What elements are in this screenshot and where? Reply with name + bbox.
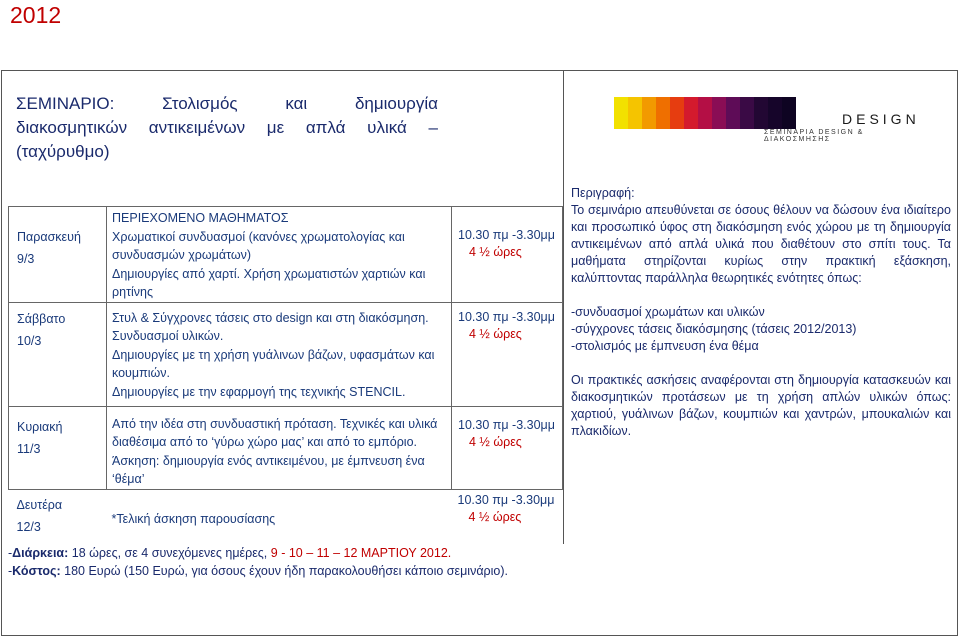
schedule-day — [9, 406, 107, 489]
title-word: απλά — [305, 118, 346, 137]
seminar-title — [16, 92, 438, 164]
duration: 4 ½ ώρες — [469, 434, 522, 449]
duration: 4 ½ ώρες — [469, 326, 522, 341]
title-word: Στολισμός — [162, 94, 238, 113]
title-word: – — [428, 118, 438, 137]
title-word: αντικειμένων — [148, 118, 246, 137]
duration: 4 ½ ώρες — [468, 509, 522, 524]
schedule-time — [452, 406, 563, 489]
duration-prefix: - — [8, 546, 13, 560]
day-date: 10/3 — [17, 333, 42, 348]
cost-text: 180 Ευρώ (150 Ευρώ, για όσους έχουν ήδη παρακολουθήσει κάποιο σεμινάριο). — [60, 563, 509, 578]
logo-color-swatch — [712, 97, 726, 129]
logo-color-swatch — [628, 97, 642, 129]
time-range: 10.30 πμ -3.30μμ — [458, 417, 555, 432]
cost-prefix: - — [8, 563, 13, 578]
content-line: Δημιουργίες με τη χρήση γυάλινων βάζων, υφασμάτων και κουμπιών. — [112, 347, 435, 380]
day-name: Δευτέρα — [16, 497, 63, 512]
schedule-content — [107, 302, 452, 406]
schedule-day — [9, 302, 107, 406]
logo-color-swatch — [754, 97, 768, 129]
cost-line — [8, 563, 558, 581]
schedule-table — [8, 206, 563, 542]
year-heading: 2012 — [10, 2, 62, 28]
title-word: υλικά — [367, 118, 407, 137]
cost-label: Κόστος: — [12, 563, 61, 578]
day-name: Σάββατο — [17, 311, 66, 326]
title-line-1 — [16, 92, 438, 116]
title-word: διακοσμητικών — [16, 118, 128, 137]
description-closing: Οι πρακτικές ασκήσεις αναφέρονται στη δημιουργία κατασκευών και διακοσμητικών προτάσεων με τη χρήση απλών υλικών όπως: χαρτιού, γυάλινων βάζων, κουμπιών και χαντρών, μπουκαλιών και πλακιδίων. — [571, 373, 951, 438]
day-date: 9/3 — [17, 252, 35, 266]
day-name: Κυριακή — [17, 419, 63, 434]
schedule-time — [452, 489, 563, 542]
logo-subtitle: ΣΕΜΙΝΑΡΙΑ DESIGN & ΔΙΑΚΟΣΜΗΣΗΣ — [764, 129, 864, 143]
description-label: Περιγραφή: — [571, 186, 635, 200]
title-word: δημιουργία — [354, 94, 438, 113]
schedule-day — [9, 489, 107, 542]
in-design-logo — [614, 97, 920, 143]
title-word: με — [266, 118, 285, 137]
duration-text: 18 ώρες, σε 4 συνεχόμενες ημέρες, — [68, 546, 271, 560]
logo-color-swatch — [782, 97, 796, 129]
duration-line — [8, 545, 558, 563]
schedule-content — [107, 406, 452, 489]
logo-color-swatch — [684, 97, 698, 129]
duration-label: Διάρκεια: — [12, 546, 69, 560]
content-line: Στυλ & Σύγχρονες τάσεις στο design και στη διακόσμηση. — [112, 310, 429, 325]
schedule-row — [9, 489, 563, 542]
logo-color-swatch — [656, 97, 670, 129]
day-date: 11/3 — [17, 441, 41, 456]
day-name: Παρασκευή — [17, 230, 81, 244]
content-line: Από την ιδέα στη συνδυαστική πρόταση. Τεχνικές και υλικά διαθέσιμα από το ‘γύρω χώρο μας’ και από το εμπόριο. — [112, 416, 438, 449]
description-bullet: -συνδυασμοί χρωμάτων και υλικών — [571, 305, 765, 319]
content-line: ΠΕΡΙΕΧΟΜΕΝΟ ΜΑΘΗΜΑΤΟΣ — [112, 211, 289, 225]
duration: 4 ½ ώρες — [469, 245, 522, 259]
title-line-3: (ταχύρυθμο) — [16, 142, 110, 161]
time-range: 10.30 πμ -3.30μμ — [458, 309, 555, 324]
description-panel — [571, 185, 951, 440]
schedule-content — [107, 207, 452, 303]
footer-info — [8, 545, 558, 580]
logo-color-swatch — [670, 97, 684, 129]
day-date: 12/3 — [16, 519, 41, 534]
logo-word: in- — [796, 105, 820, 124]
description-intro: Το σεμινάριο απευθύνεται σε όσους θέλουν να δώσουν ένα ιδιαίτερο και προσωπικό ύφος στη διακόσμηση ενός χώρου με τη δημιουργία αντικειμένων από απλά υλικά που διαθέτουν στο σπίτι τους. Τα μαθήματα στηρίζονται κυρίως στην πρακτική εξάσκηση, καλύπτοντας παράλληλα θεωρητικές ενότητες όπως: — [571, 203, 951, 285]
schedule-row — [9, 302, 563, 406]
content-line: Χρωματικοί συνδυασμοί (κανόνες χρωματολογίας και συνδυασμών χρωμάτων) — [112, 229, 405, 262]
schedule-row — [9, 406, 563, 489]
title-word: ΣΕΜΙΝΑΡΙΟ: — [16, 94, 115, 113]
duration-dates: 9 - 10 – 11 – 12 ΜΑΡΤΙΟΥ 2012. — [270, 546, 452, 560]
content-line: Δημιουργίες από χαρτί. Χρήση χρωματιστών χαρτιών και ρητίνης — [112, 266, 426, 299]
content-line: Άσκηση: δημιουργία ενός αντικειμένου, με έμπνευση ένα ‘θέμα’ — [112, 453, 425, 486]
logo-color-swatch — [642, 97, 656, 129]
description-bullet: -στολισμός με έμπνευση ένα θέμα — [571, 339, 759, 353]
logo-color-swatch — [740, 97, 754, 129]
title-word: και — [285, 94, 308, 113]
logo-color-swatch — [768, 97, 782, 129]
schedule-time — [452, 207, 563, 303]
description-bullet: -σύγχρονες τάσεις διακόσμησης (τάσεις 2012/2013) — [571, 322, 857, 336]
content-line: Συνδυασμοί υλικών. — [112, 329, 224, 343]
content-line: *Τελική άσκηση παρουσίασης — [111, 511, 276, 526]
content-line: Δημιουργίες με την εφαρμογή της τεχνικής STENCIL. — [112, 384, 406, 399]
logo-color-swatch — [726, 97, 740, 129]
time-range: 10.30 πμ -3.30μμ — [457, 492, 555, 507]
schedule-day — [9, 207, 107, 303]
logo-design-word: DESIGN — [842, 111, 920, 127]
schedule-row — [9, 207, 563, 303]
time-range: 10.30 πμ -3.30μμ — [458, 228, 555, 242]
title-line-2 — [16, 116, 438, 140]
logo-color-swatch — [614, 97, 628, 129]
schedule-content — [107, 489, 452, 542]
schedule-time — [452, 302, 563, 406]
column-divider — [563, 71, 564, 544]
logo-color-swatch — [698, 97, 712, 129]
